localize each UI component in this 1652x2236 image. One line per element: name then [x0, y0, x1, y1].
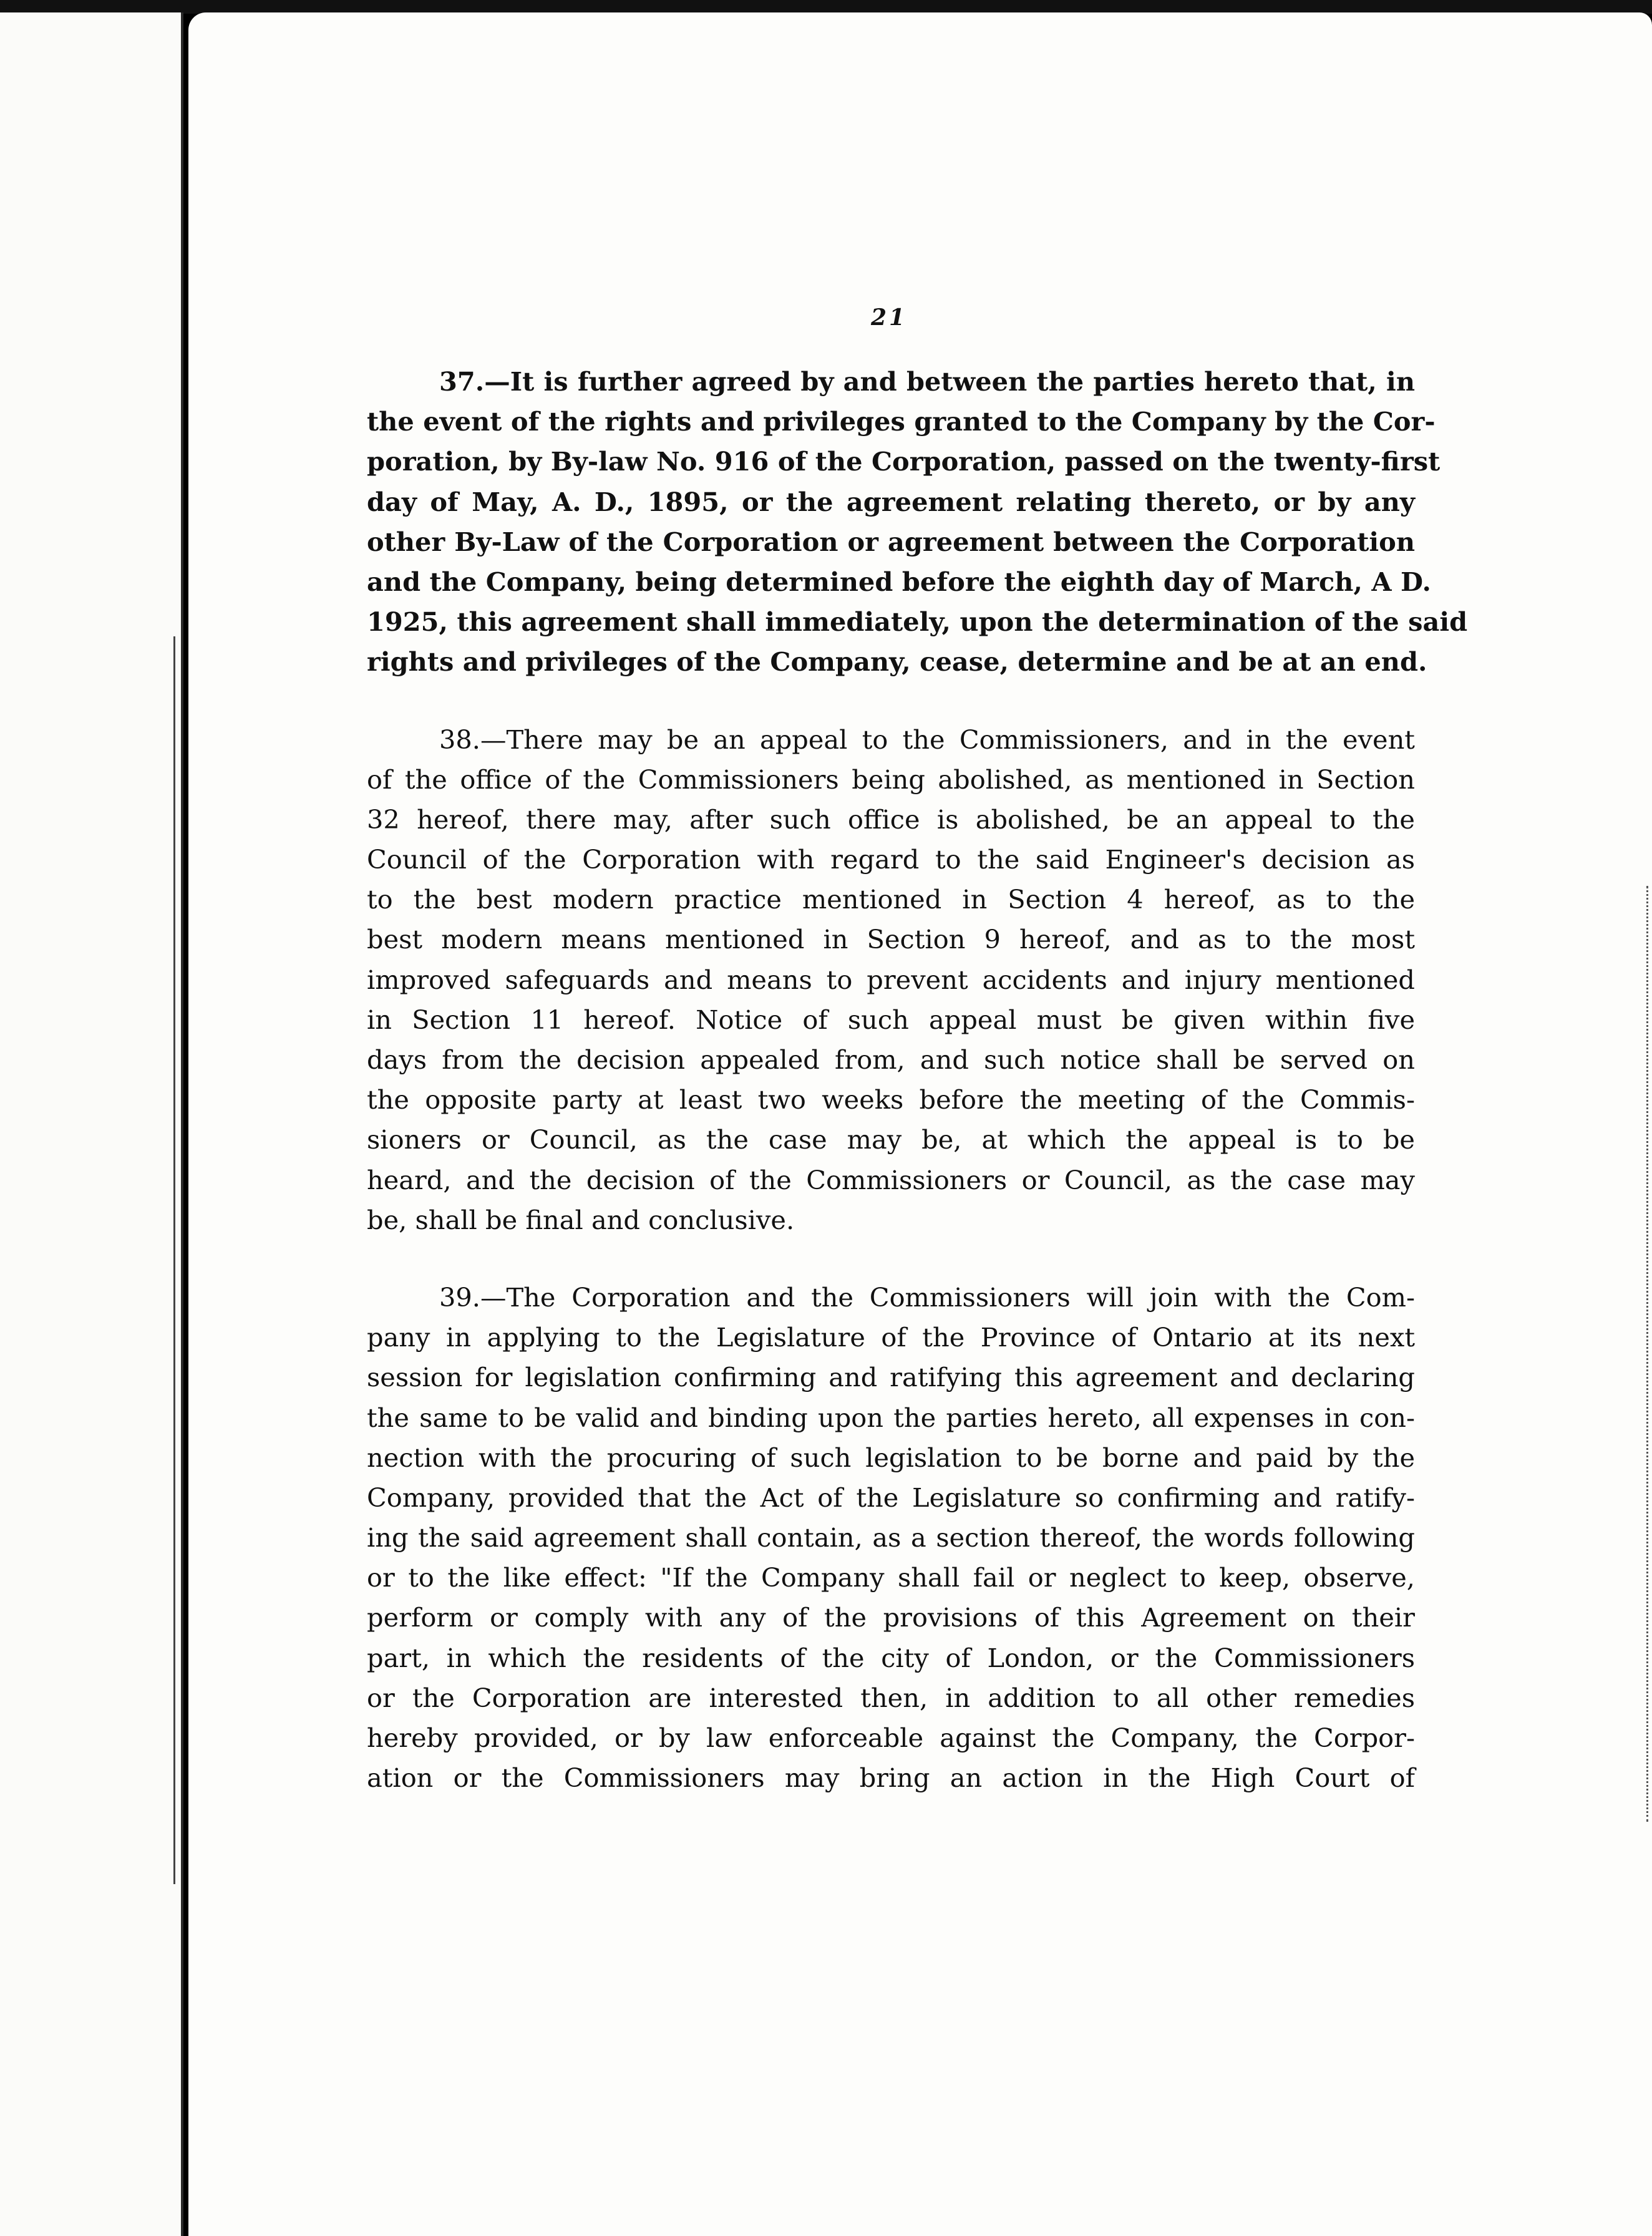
- scan-top-edge: [0, 0, 1652, 14]
- text-line: improved safeguards and means to prevent accidents and injury mentioned: [367, 964, 1415, 995]
- text-line: to the best modern practice mentioned in Section 4 hereof, as to the: [367, 884, 1415, 915]
- paragraph-39: [367, 1278, 1415, 1798]
- facing-page-edge: [0, 12, 183, 2236]
- text-line: Council of the Corporation with regard to the said Engineer's decision as: [367, 844, 1415, 875]
- text-line: days from the decision appealed from, and such notice shall be served on: [367, 1044, 1415, 1075]
- text-line: other By-Law of the Corporation or agreement between the Corporation: [367, 526, 1415, 557]
- text-line: 1925, this agreement shall immediately, upon the determination of the said: [367, 606, 1468, 638]
- paragraph-37: [367, 362, 1468, 683]
- text-line: poration, by By-law No. 916 of the Corporation, passed on the twenty-first: [367, 446, 1441, 477]
- text-line: or to the like effect: "If the Company shall fail or neglect to keep, observe,: [367, 1562, 1415, 1593]
- text-line: pany in applying to the Legislature of the Province of Ontario at its next: [367, 1322, 1415, 1353]
- text-line: hereby provided, or by law enforceable against the Company, the Corpor-: [367, 1723, 1415, 1753]
- body-text: [367, 362, 1468, 1798]
- text-line: rights and privileges of the Company, cease, determine and be at an end.: [367, 646, 1427, 678]
- page-right-edge: [1645, 886, 1648, 1822]
- text-line: 39.—The Corporation and the Commissioners will join with the Com-: [439, 1281, 1415, 1313]
- text-line: nection with the procuring of such legislation to be borne and paid by the: [367, 1442, 1415, 1473]
- text-line: Company, provided that the Act of the Legislature so confirming and ratify-: [367, 1482, 1415, 1513]
- text-line: the opposite party at least two weeks before the meeting of the Commis-: [367, 1084, 1415, 1116]
- text-line: the event of the rights and privileges granted to the Company by the Cor-: [367, 406, 1436, 437]
- text-line: sioners or Council, as the case may be, at which the appeal is to be: [367, 1124, 1415, 1155]
- page-number: 21: [870, 304, 908, 331]
- text-line: 38.—There may be an appeal to the Commissioners, and in the event: [439, 724, 1415, 755]
- text-line: ing the said agreement shall contain, as a section thereof, the words following: [367, 1522, 1415, 1553]
- text-line: perform or comply with any of the provisions of this Agreement on their: [367, 1602, 1415, 1633]
- text-line: or the Corporation are interested then, in addition to all other remedies: [367, 1682, 1415, 1713]
- text-line: session for legislation confirming and ratifying this agreement and declaring: [367, 1362, 1415, 1393]
- text-line: part, in which the residents of the city of London, or the Commissioners: [367, 1642, 1415, 1673]
- text-line: of the office of the Commissioners being abolished, as mentioned in Section: [367, 764, 1415, 795]
- text-line: in Section 11 hereof. Notice of such appeal must be given within five: [367, 1004, 1415, 1035]
- facing-page-gutter: [173, 636, 175, 1884]
- text-line: be, shall be final and conclusive.: [367, 1204, 795, 1235]
- text-line: ation or the Commissioners may bring an action in the High Court of: [367, 1762, 1415, 1794]
- paragraph-gap: [367, 683, 1415, 720]
- text-line: the same to be valid and binding upon the parties hereto, all expenses in con-: [367, 1402, 1415, 1433]
- text-line: best modern means mentioned in Section 9 hereof, and as to the most: [367, 924, 1415, 955]
- text-line: 37.—It is further agreed by and between the parties hereto that, in: [439, 366, 1415, 397]
- paragraph-38: [367, 720, 1415, 1240]
- text-line: heard, and the decision of the Commissioners or Council, as the case may: [367, 1164, 1415, 1195]
- text-line: 32 hereof, there may, after such office is abolished, be an appeal to the: [367, 804, 1415, 835]
- paragraph-gap: [367, 1240, 1415, 1278]
- text-line: day of May, A. D., 1895, or the agreement relating thereto, or by any: [367, 486, 1415, 517]
- text-line: and the Company, being determined before the eighth day of March, A D.: [367, 566, 1431, 597]
